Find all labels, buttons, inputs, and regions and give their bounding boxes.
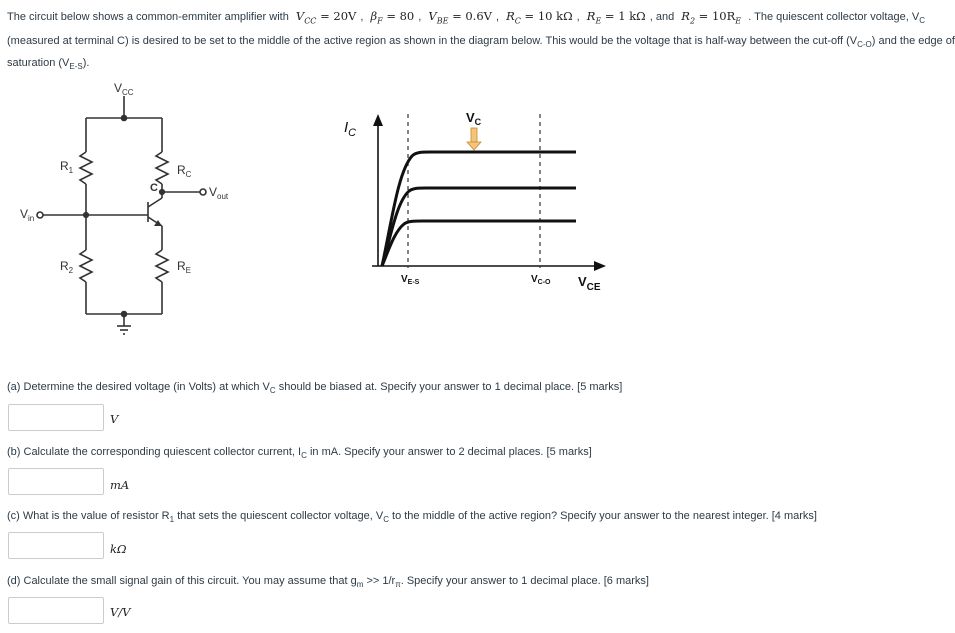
- question-b: [7, 446, 592, 460]
- param-symbol: V: [428, 9, 437, 23]
- r2-label: [60, 259, 74, 275]
- question-sub: C: [269, 386, 276, 396]
- vin-label: [20, 207, 34, 223]
- label-main: V: [401, 274, 408, 285]
- problem-intro: [7, 7, 955, 77]
- label-main: R: [177, 163, 186, 177]
- label-sub: C: [185, 170, 192, 179]
- label-main: V: [20, 207, 29, 221]
- label-sub: 1: [68, 166, 74, 175]
- label-main: V: [209, 185, 218, 199]
- param-sub: E: [595, 16, 602, 26]
- question-text: (a) Determine the desired voltage (in Volts) at which V: [7, 381, 270, 393]
- collector-label: C: [150, 182, 158, 194]
- answer-a-unit: V: [110, 412, 119, 426]
- label-sub: CE: [586, 282, 601, 293]
- intro-text: . The quiescent collector voltage, V: [748, 11, 920, 23]
- question-text: (d) Calculate the small signal gain of this circuit. You may assume that g: [7, 575, 357, 587]
- question-text: (c) What is the value of resistor R: [7, 510, 170, 522]
- vcc-label: [114, 81, 134, 97]
- label-sub: out: [217, 192, 229, 201]
- param-sub: E: [735, 16, 742, 26]
- question-text: should be biased at. Specify your answer to 1 decimal place. [5 marks]: [275, 381, 623, 393]
- label-main: R: [60, 159, 69, 173]
- question-sub: 1: [169, 515, 175, 525]
- label-main: V: [531, 274, 538, 285]
- question-text: that sets the quiescent collector voltage, V: [174, 510, 384, 522]
- answer-c-input[interactable]: [8, 532, 104, 559]
- label-main: V: [466, 110, 475, 125]
- question-sub: m: [356, 580, 364, 590]
- answer-b-unit: mA: [110, 478, 130, 492]
- question-text: (b) Calculate the corresponding quiescent collector current, I: [7, 446, 302, 458]
- label-main: R: [60, 259, 69, 273]
- question-d: [7, 575, 649, 589]
- vcc-param: [292, 9, 360, 26]
- question-text: >> 1/r: [363, 575, 396, 587]
- ves-label: [401, 274, 420, 286]
- answer-d-input[interactable]: [8, 597, 104, 624]
- intro-line-2: [7, 32, 955, 54]
- label-sub: C: [474, 117, 482, 127]
- label-main: R: [177, 259, 186, 273]
- label-main: V: [578, 274, 587, 289]
- param-symbol: R: [506, 9, 515, 23]
- circuit-diagram: [0, 70, 260, 360]
- intro-sub: C: [919, 16, 925, 26]
- vco-label: [531, 274, 551, 286]
- vc-label: [466, 110, 482, 127]
- param-value: = 20V: [316, 9, 357, 23]
- question-c: [7, 510, 817, 524]
- label-sub: in: [28, 214, 35, 223]
- question-text: in mA. Specify your answer to 2 decimal places. [5 marks]: [306, 446, 592, 458]
- param-value: = 80: [382, 9, 415, 23]
- label-sub: 2: [68, 266, 74, 275]
- label-sub: C: [348, 127, 357, 139]
- answer-b-input[interactable]: [8, 468, 104, 495]
- question-a: [7, 381, 622, 395]
- rc-param: [502, 9, 577, 26]
- label-main: I: [344, 119, 349, 136]
- param-sub: C: [514, 16, 521, 26]
- param-sub: F: [377, 16, 383, 26]
- r1-label: [60, 159, 74, 175]
- question-sub: C: [301, 451, 307, 461]
- param-symbol: R: [586, 9, 596, 23]
- iv-characteristic-graph: [330, 100, 620, 300]
- question-text: to the middle of the active region? Specify your answer to the nearest integer. [4 marks]: [388, 510, 817, 522]
- param-symbol: β: [370, 9, 378, 23]
- question-sub: C: [383, 515, 389, 525]
- intro-line-1: The circuit below shows a common-emmiter amplifier with $V_{CC} = 20V$ , $\beta_F = 80$ , $V_{BE} = 0.6V$ , $R_C = 10$ kΩ , $R_E = 1$ kΩ , and $R_2 = 10R_E$ . The quiescent collector voltage, $V_C$: [7, 9, 925, 26]
- answer-a-input[interactable]: [8, 404, 104, 431]
- param-value: = 0.6V: [448, 9, 492, 23]
- re-label: [177, 259, 191, 275]
- param-value: = 10 kΩ: [520, 9, 573, 23]
- intro-text: ) and the edge of: [871, 35, 955, 48]
- question-text: . Specify your answer to 1 decimal place. [6 marks]: [400, 575, 649, 587]
- intro-text: (measured at terminal C) is desired to be set to the middle of the active region as shown in the diagram below. This would be the voltage that is half-way between the cut-off (V: [7, 35, 858, 48]
- ic-axis-label: [344, 119, 356, 139]
- intro-and: and: [655, 11, 675, 23]
- answer-c-unit: kΩ: [110, 542, 127, 556]
- vce-axis-label: [578, 274, 601, 293]
- param-sub: BE: [436, 16, 449, 26]
- rc-label: [177, 163, 192, 179]
- answer-d-unit: V/V: [110, 605, 131, 619]
- beta-param: [366, 9, 418, 26]
- param-symbol: V: [295, 9, 305, 23]
- label-sub: E: [185, 266, 192, 275]
- intro-sub: E-S: [69, 62, 83, 72]
- re-param: [583, 9, 650, 26]
- param-value: = 1 kΩ: [601, 9, 646, 23]
- param-sub: CC: [304, 16, 317, 26]
- intro-sub: C-O: [857, 40, 872, 50]
- param-symbol: R: [681, 9, 690, 23]
- vc-arrow-icon: [471, 128, 477, 142]
- intro-text: The circuit below shows a common-emmiter amplifier with: [7, 11, 289, 23]
- intro-text: saturation (V: [7, 57, 70, 70]
- label-sub: C-O: [537, 279, 551, 286]
- intro-text: ).: [82, 57, 90, 70]
- vout-label: [209, 185, 229, 201]
- param-sub: 2: [689, 16, 696, 26]
- param-value: = 10R: [695, 9, 736, 23]
- label-sub: CC: [122, 88, 134, 97]
- label-sub: E-S: [407, 279, 420, 286]
- r2-param: [677, 9, 745, 26]
- label-main: V: [114, 81, 123, 95]
- vbe-param: [424, 9, 496, 26]
- question-sub: π: [395, 580, 401, 590]
